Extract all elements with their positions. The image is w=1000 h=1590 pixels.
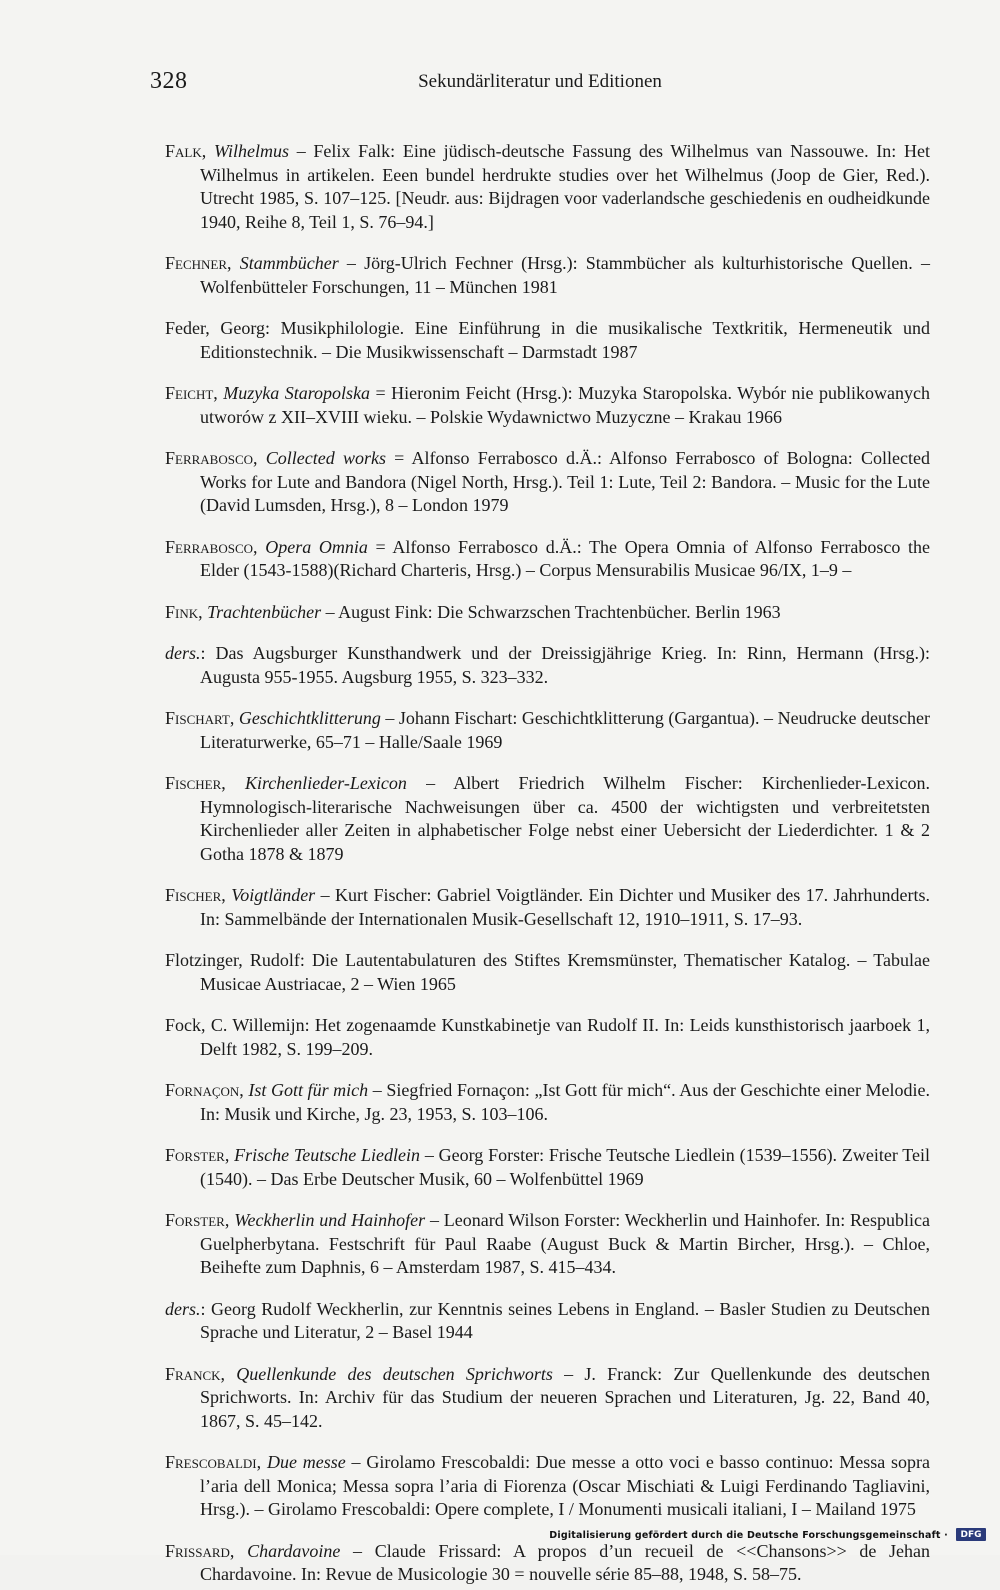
entry-text: Feder, Georg: Musikphilologie. Eine Einführung in die musikalische Textkritik, Hermeneutik und Editionstechnik. – Die Musikwissenschaft – Darmstadt 1987 bbox=[165, 318, 930, 362]
entry-separator: – bbox=[406, 773, 454, 793]
entry-short-title: Quellenkunde des deutschen Sprichworts bbox=[236, 1363, 553, 1384]
entry-author-key: Fornaçon bbox=[165, 1080, 240, 1100]
entry-separator: – bbox=[380, 708, 399, 728]
entry-text: Claude Frissard: A propos d’un recueil de <<Chansons>> de Jehan Chardavoine. In: Revue de Musicologie 30 = nouvelle série 85–88, 1948, S. 58–75. bbox=[200, 1540, 931, 1584]
entry-author-key: Feicht bbox=[165, 383, 214, 403]
entry-ders: ders. bbox=[165, 643, 201, 663]
bibliography-entry: Fischart, Geschichtklitterung – Johann Fischart: Geschichtklitterung (Gargantua). – Neudrucke deutscher Literaturwerke, 65–71 – Halle/Saale 1969 bbox=[165, 708, 931, 752]
entry-separator: – bbox=[368, 1080, 387, 1100]
entry-separator: – bbox=[288, 141, 314, 161]
entry-separator: – bbox=[552, 1363, 585, 1384]
entry-separator: – bbox=[425, 1210, 444, 1230]
entry-author-key: Fink bbox=[165, 601, 199, 622]
bibliography-entry: Ferrabosco, Collected works = Alfonso Ferrabosco d.Ä.: Alfonso Ferrabosco of Bologna: Collected Works for Lute and Bandora (Nigel North, Hrsg.). Teil 1: Lute, Teil 2: Bandora. – Music for the Lute (David Lumsden, Hrsg.), 8 – London 1979 bbox=[165, 448, 930, 515]
entry-short-title: Kirchenlieder-Lexicon bbox=[244, 773, 407, 793]
entry-ders: ders. bbox=[165, 1298, 201, 1319]
entry-short-title: Frische Teutsche Liedlein bbox=[234, 1145, 421, 1165]
entry-text: : Das Augsburger Kunsthandwerk und der Dreissigjährige Krieg. In: Rinn, Hermann (Hrsg.): Augusta 955-1955. Augsburg 1955, S. 323–332. bbox=[200, 643, 930, 687]
entry-separator: – bbox=[345, 1452, 367, 1472]
entry-text: : Georg Rudolf Weckherlin, zur Kenntnis seines Lebens in England. – Basler Studien zu Deutschen Sprache und Literatur, 2 – Basel 1944 bbox=[200, 1298, 930, 1342]
bibliography-entry: Fischer, Kirchenlieder-Lexicon – Albert Friedrich Wilhelm Fischer: Kirchenlieder-Lexicon. Hymnologisch-literarische Nachweisungen über ca. 4500 der wichtigsten und verbreitetsten Kirchenlieder aller Zeiten in alphabetischer Folge nebst einer Uebersicht der Liederdichter. 1 & 2 Gotha 1878 & 1879 bbox=[165, 773, 931, 864]
entry-separator: = bbox=[385, 448, 412, 468]
entry-separator: – bbox=[321, 601, 339, 622]
entry-short-title: Stammbücher bbox=[239, 253, 339, 273]
bibliography-entry: Ferrabosco, Opera Omnia = Alfonso Ferrabosco d.Ä.: The Opera Omnia of Alfonso Ferrabosco the Elder (1543-1588)(Richard Charteris, Hrsg.) – Corpus Mensurabilis Musicae 96/IX, 1–9 – bbox=[165, 536, 930, 580]
bibliography-entry: Franck, Quellenkunde des deutschen Sprichworts – J. Franck: Zur Quellenkunde des deutschen Sprichworts. In: Archiv für das Studium der neueren Sprachen und Literaturen, Jg. 22, Band 40, 1867, S. 45–142. bbox=[165, 1363, 931, 1431]
entry-text: Siegfried Fornaçon: „Ist Gott für mich“. Aus der Geschichte einer Melodie. In: Musik und Kirche, Jg. 23, 1953, S. 103–106. bbox=[200, 1080, 931, 1124]
entry-text: Felix Falk: Eine jüdisch-deutsche Fassung des Wilhelmus van Nassouwe. In: Het Wilhelmus in artikelen. Eeen bundel herdrukte studies over het Wilhelmus (Joop de Gier, Red.). Utrecht 1985, S. 107–125. [Neudr. aus: Bijdragen voor vaderlandsche geschiedenis en oudheidkunde 1940, Reihe 8, Teil 1, S. 76–94.] bbox=[200, 141, 931, 232]
bibliography-entry: Frescobaldi, Due messe – Girolamo Frescobaldi: Due messe a otto voci e basso continuo: Messa sopra l’aria dell Monica; Messa sopra l’aria di Fiorenza (Oscar Mischiati & Luigi Ferdinando Tagliavini, Hrsg.). – Girolamo Frescobaldi: Opere complete, I / Monumenti musicali italiani, I – Mailand 1975 bbox=[165, 1452, 931, 1519]
entry-author-key: Fischer bbox=[165, 773, 222, 793]
entry-author-key: Fechner bbox=[165, 253, 228, 273]
entry-short-title: Voigtländer bbox=[231, 885, 316, 905]
running-title: Sekundärliteratur und Editionen bbox=[418, 71, 662, 92]
entry-text: Leonard Wilson Forster: Weckherlin und Hainhofer. In: Respublica Guelpherbytana. Festschrift für Paul Raabe (August Buck & Martin Bircher, Hrsg.). – Chloe, Beihefte zum Daphnis, 6 – Amsterdam 1987, S. 415–434. bbox=[200, 1210, 931, 1277]
running-head bbox=[150, 68, 930, 98]
entry-text: Hieronim Feicht (Hrsg.): Muzyka Staropolska. Wybór nie publikowanych utworów z XII–XVIII wieku. – Polskie Wydawnictwo Muzyczne – Krakau 1966 bbox=[200, 383, 931, 427]
entry-text: Albert Friedrich Wilhelm Fischer: Kirchenlieder-Lexicon. Hymnologisch-literarische Nachweisungen über ca. 4500 der wichtigsten und verbreitetsten Kirchenlieder aller Zeiten in alphabetischer Folge nebst einer Uebersicht der Liederdichter. 1 & 2 Gotha 1878 & 1879 bbox=[200, 773, 931, 864]
entry-author-key: Franck bbox=[165, 1363, 221, 1384]
entry-short-title: Geschichtklitterung bbox=[238, 708, 381, 728]
entry-text: Georg Forster: Frische Teutsche Liedlein (1539–1556). Zweiter Teil (1540). – Das Erbe Deutscher Musik, 60 – Wolfenbüttel 1969 bbox=[200, 1145, 931, 1189]
entry-text: Alfonso Ferrabosco d.Ä.: Alfonso Ferrabosco of Bologna: Collected Works for Lute and Bandora (Nigel North, Hrsg.). Teil 1: Lute, Teil 2: Bandora. – Music for the Lute (David Lumsden, Hrsg.), 8 – London 1979 bbox=[200, 448, 930, 515]
entry-short-title: Trachtenbücher bbox=[207, 601, 322, 622]
page-number: 328 bbox=[150, 68, 188, 94]
entry-separator: – bbox=[340, 1540, 375, 1561]
bibliography-list bbox=[165, 122, 930, 1590]
entry-text: Girolamo Frescobaldi: Due messe a otto voci e basso continuo: Messa sopra l’aria dell Monica; Messa sopra l’aria di Fiorenza (Oscar Mischiati & Luigi Ferdinando Tagliavini, Hrsg.). – Girolamo Frescobaldi: Opere complete, I / Monumenti musicali italiani, I – Mailand 1975 bbox=[200, 1452, 931, 1519]
entry-author-key: Falk bbox=[165, 141, 202, 161]
entry-text: August Fink: Die Schwarzschen Trachtenbücher. Berlin 1963 bbox=[338, 601, 781, 622]
entry-text: Alfonso Ferrabosco d.Ä.: The Opera Omnia of Alfonso Ferrabosco the Elder (1543-1588)(Richard Charteris, Hrsg.) – Corpus Mensurabilis Musicae 96/IX, 1–9 – bbox=[200, 536, 930, 580]
entry-text: J. Franck: Zur Quellenkunde des deutschen Sprichworts. In: Archiv für das Studium der neueren Sprachen und Literaturen, Jg. 22, Band 40, 1867, S. 45–142. bbox=[200, 1363, 931, 1431]
bibliography-entry bbox=[165, 642, 930, 689]
entry-author-key: Forster bbox=[165, 1145, 225, 1165]
entry-author-key: Forster bbox=[165, 1210, 225, 1230]
entry-short-title: Collected works bbox=[265, 448, 386, 468]
entry-author-key: Ferrabosco bbox=[165, 536, 254, 557]
entry-short-title: Chardavoine bbox=[247, 1540, 341, 1561]
bibliography-entry bbox=[165, 317, 930, 364]
dfg-logo-icon: DFG bbox=[956, 1528, 986, 1541]
entry-author-key: Frissard bbox=[165, 1540, 230, 1561]
bibliography-entry: Forster, Weckherlin und Hainhofer – Leonard Wilson Forster: Weckherlin und Hainhofer. In: Respublica Guelpherbytana. Festschrift für Paul Raabe (August Buck & Martin Bircher, Hrsg.). – Chloe, Beihefte zum Daphnis, 6 – Amsterdam 1987, S. 415–434. bbox=[165, 1210, 931, 1277]
bibliography-entry: Fischer, Voigtländer – Kurt Fischer: Gabriel Voigtländer. Ein Dichter und Musiker des 17. Jahrhunderts. In: Sammelbände der Internationalen Musik-Gesellschaft 12, 1910–1911, S. 17–93. bbox=[165, 885, 931, 929]
entry-author-key: Frescobaldi bbox=[165, 1452, 257, 1472]
entry-separator: – bbox=[338, 253, 365, 273]
entry-short-title: Ist Gott für mich bbox=[248, 1080, 369, 1100]
entry-separator: – bbox=[420, 1145, 439, 1165]
entry-author-key: Fischer bbox=[165, 885, 222, 905]
bibliography-entry: Forster, Frische Teutsche Liedlein – Georg Forster: Frische Teutsche Liedlein (1539–1556). Zweiter Teil (1540). – Das Erbe Deutscher Musik, 60 – Wolfenbüttel 1969 bbox=[165, 1145, 931, 1189]
bibliography-entry: Frissard, Chardavoine – Claude Frissard: A propos d’un recueil de <<Chansons>> de Jehan Chardavoine. In: Revue de Musicologie 30 = nouvelle série 85–88, 1948, S. 58–75. bbox=[165, 1540, 931, 1584]
entry-separator: – bbox=[315, 885, 336, 905]
entry-short-title: Opera Omnia bbox=[265, 536, 368, 557]
bibliography-entry: Fornaçon, Ist Gott für mich – Siegfried Fornaçon: „Ist Gott für mich“. Aus der Geschichte einer Melodie. In: Musik und Kirche, Jg. 23, 1953, S. 103–106. bbox=[165, 1080, 931, 1124]
bibliography-entry bbox=[165, 949, 930, 996]
entry-author-key: Ferrabosco bbox=[165, 448, 254, 468]
bibliography-entry bbox=[165, 1014, 930, 1061]
entry-short-title: Due messe bbox=[266, 1452, 346, 1472]
entry-separator: = bbox=[367, 536, 393, 557]
entry-text: Kurt Fischer: Gabriel Voigtländer. Ein Dichter und Musiker des 17. Jahrhunderts. In: Sammelbände der Internationalen Musik-Gesellschaft 12, 1910–1911, S. 17–93. bbox=[200, 885, 931, 929]
bibliography-entry: Feicht, Muzyka Staropolska = Hieronim Feicht (Hrsg.): Muzyka Staropolska. Wybór nie publikowanych utworów z XII–XVIII wieku. – Polskie Wydawnictwo Muzyczne – Krakau 1966 bbox=[165, 383, 931, 427]
bibliography-entry bbox=[165, 1298, 930, 1345]
bibliography-entry: Fechner, Stammbücher – Jörg-Ulrich Fechner (Hrsg.): Stammbücher als kulturhistorische Quellen. – Wolfenbütteler Forschungen, 11 – München 1981 bbox=[165, 253, 931, 297]
bibliography-entry: Falk, Wilhelmus – Felix Falk: Eine jüdisch-deutsche Fassung des Wilhelmus van Nassouwe. In: Het Wilhelmus in artikelen. Eeen bundel herdrukte studies over het Wilhelmus (Joop de Gier, Red.). Utrecht 1985, S. 107–125. [Neudr. aus: Bijdragen voor vaderlandsche geschiedenis en oudheidkunde 1940, Reihe 8, Teil 1, S. 76–94.] bbox=[165, 141, 931, 232]
bibliography-entry: Fink, Trachtenbücher – August Fink: Die Schwarzschen Trachtenbücher. Berlin 1963 bbox=[165, 601, 781, 622]
funding-note: Digitalisierung gefördert durch die Deutsche Forschungsgemeinschaft · bbox=[549, 1530, 948, 1541]
entry-author-key: Fischart bbox=[165, 708, 230, 728]
entry-short-title: Wilhelmus bbox=[213, 141, 289, 161]
entry-text: Jörg-Ulrich Fechner (Hrsg.): Stammbücher als kulturhistorische Quellen. – Wolfenbütteler Forschungen, 11 – München 1981 bbox=[200, 253, 931, 297]
entry-text: Flotzinger, Rudolf: Die Lautentabulaturen des Stiftes Kremsmünster, Thematischer Katalog. – Tabulae Musicae Austriacae, 2 – Wien 1965 bbox=[165, 950, 930, 994]
entry-text: Fock, C. Willemijn: Het zogenaamde Kunstkabinetje van Rudolf II. In: Leids kunsthistorisch jaarboek 1, Delft 1982, S. 199–209. bbox=[165, 1015, 930, 1059]
entry-text: Johann Fischart: Geschichtklitterung (Gargantua). – Neudrucke deutscher Literaturwerke, 65–71 – Halle/Saale 1969 bbox=[200, 708, 931, 752]
entry-short-title: Muzyka Staropolska bbox=[223, 383, 371, 403]
entry-short-title: Weckherlin und Hainhofer bbox=[234, 1210, 426, 1230]
entry-separator: = bbox=[370, 383, 392, 403]
